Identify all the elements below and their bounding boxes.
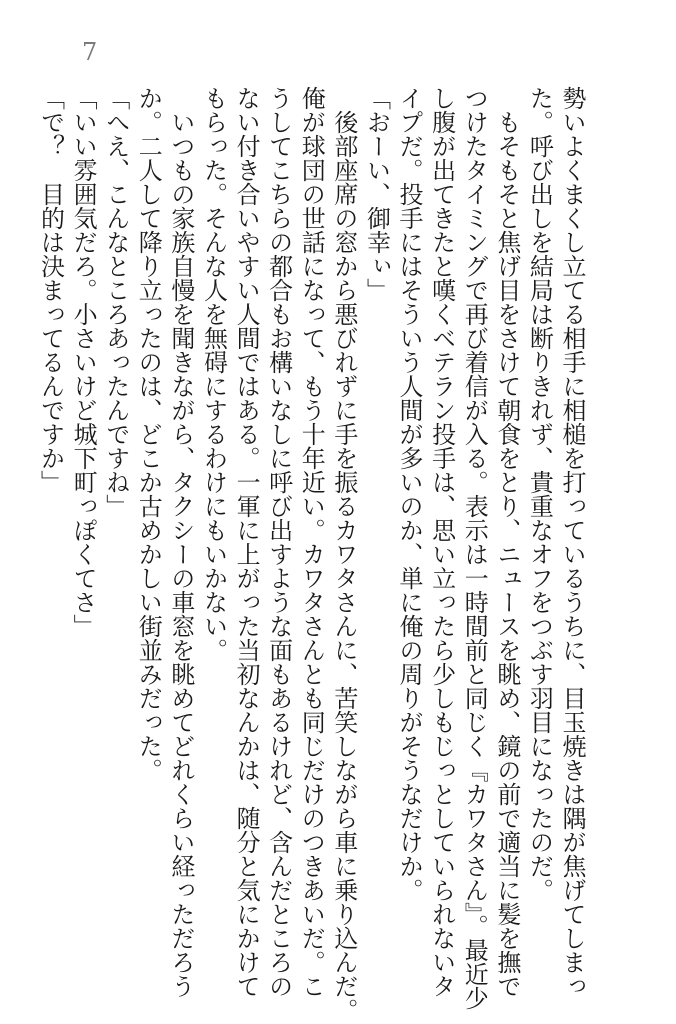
text-column: か。二人して降り立ったのは、どこか古めかしい街並みだった。 (134, 86, 163, 782)
text-column: 後部座席の窓から悪びれずに手を振るカワタさんに、苦笑しながら車に乗り込んだ。 (329, 86, 358, 1022)
text-column: いつもの家族自慢を聞きながら、タクシーの車窓を眺めてどれくらい経っただろう (166, 86, 195, 998)
text-column: つけたタイミングで再び着信が入る。表示は一時間前と同じく『カワタさん』。最近少 (460, 86, 489, 1010)
text-column: うしてこちらの都合もお構いなしに呼び出すような面もあるけれど、含んだところの (264, 86, 293, 998)
page-number: 7 (82, 38, 98, 66)
text-column: もそもそと焦げ目をさけて朝食をとり、ニュースを眺め、鏡の前で適当に髪を撫で (492, 86, 521, 998)
text-column: 「へえ、こんなところあったんですね」 (101, 86, 130, 518)
text-column: 「で？ 目的は決まってるんですか」 (36, 86, 65, 494)
text-column: 俺が球団の世話になって、もう十年近い。カワタさんとも同じだけのつきあいだ。こ (297, 86, 326, 998)
text-column: し腹が出てきたと嘆くベテラン投手は、思い立ったら少しもじっとしていられないタ (427, 86, 456, 998)
text-column: もらった。そんな人を無碍にするわけにもいかない。 (199, 86, 228, 662)
text-column: た。呼び出しを結局は断りきれず、貴重なオフをつぶす羽目になったのだ。 (525, 86, 554, 902)
text-column: ない付き合いやすい人間ではある。一軍に上がった当初なんかは、随分と気にかけて (232, 86, 261, 998)
text-column: 「いい雰囲気だろ。小さいけど城下町っぽくてさ」 (69, 86, 98, 638)
text-column: 勢いよくまくし立てる相手に相槌を打っているうちに、目玉焼きは隅が焦げてしまっ (558, 86, 586, 998)
text-column: イプだ。投手にはそういう人間が多いのか、単に俺の周りがそうなだけか。 (395, 86, 424, 902)
text-column: 「おーい、御幸ぃ」 (362, 86, 391, 302)
body-text (34, 86, 588, 1022)
